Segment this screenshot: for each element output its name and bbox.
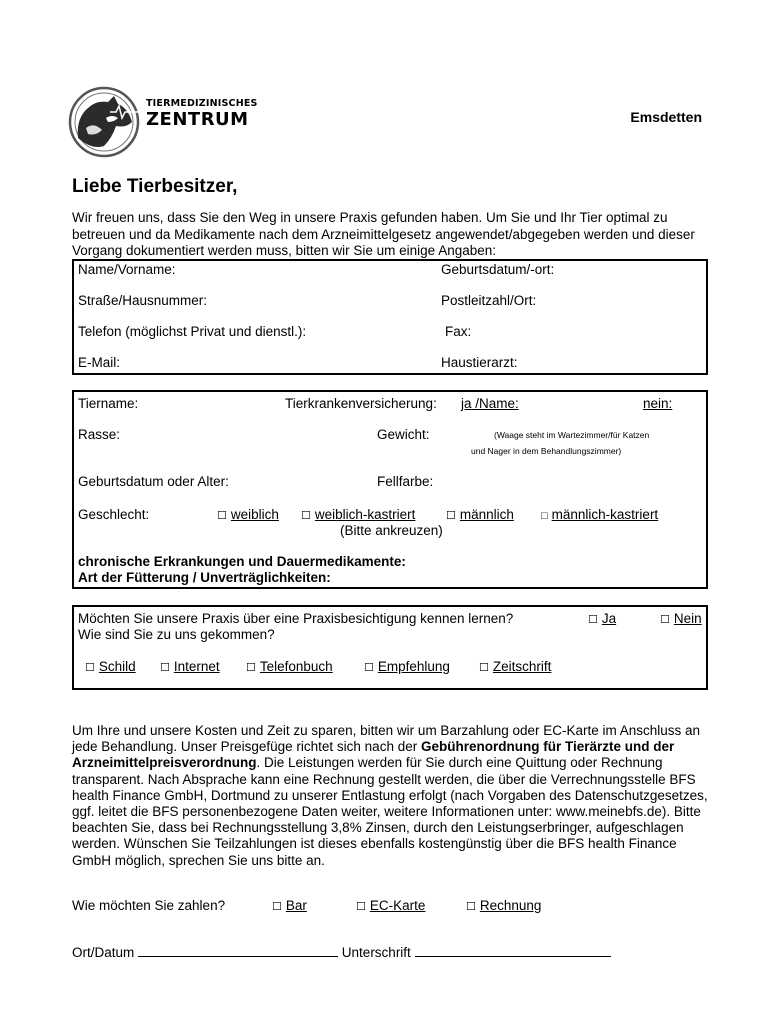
source-option-sign[interactable]: ☐ Schild [85, 659, 136, 674]
payment-option-cash[interactable]: ☐ Bar [272, 898, 307, 913]
fur-color-field[interactable]: Fellfarbe: [377, 474, 434, 489]
checkbox-icon[interactable]: ☐ [588, 614, 598, 626]
signature-field[interactable] [415, 944, 611, 957]
owner-info-box [72, 259, 708, 375]
sex-option-male-neutered[interactable]: □ männlich-kastriert [541, 507, 659, 522]
breed-field[interactable]: Rasse: [78, 427, 121, 442]
dog-cat-logo-icon [66, 78, 146, 168]
insurance-no-field[interactable]: nein: [643, 396, 673, 411]
greeting-heading: Liebe Tierbesitzer, [72, 176, 238, 197]
checkbox-icon[interactable]: ☐ [660, 614, 670, 626]
source-option-internet[interactable]: ☐ Internet [160, 659, 220, 674]
checkbox-icon[interactable]: ☐ [466, 901, 476, 913]
insurance-yes-field[interactable]: ja /Name: [461, 396, 519, 411]
owner-birth-field[interactable]: Geburtsdatum/-ort: [441, 262, 555, 277]
checkbox-icon[interactable]: ☐ [160, 662, 170, 674]
tour-no-option[interactable]: ☐ Nein [660, 611, 702, 626]
tour-question: Möchten Sie unsere Praxis über eine Praxisbesichtigung kennen lernen? [78, 611, 514, 626]
owner-fax-field[interactable]: Fax: [445, 324, 472, 339]
owner-name-field[interactable]: Name/Vorname: [78, 262, 176, 277]
owner-vet-field[interactable]: Haustierarzt: [441, 355, 518, 370]
sex-hint: (Bitte ankreuzen) [340, 523, 443, 538]
checkbox-icon[interactable]: ☐ [301, 510, 311, 522]
sex-option-male[interactable]: ☐ männlich [446, 507, 514, 522]
source-option-phonebook[interactable]: ☐ Telefonbuch [246, 659, 333, 674]
weight-note-line1: (Waage steht im Wartezimmer/für Katzen [494, 430, 650, 440]
survey-box [72, 605, 708, 690]
checkbox-icon[interactable]: ☐ [272, 901, 282, 913]
source-question: Wie sind Sie zu uns gekommen? [78, 627, 275, 642]
signature-label: Unterschrift [341, 945, 411, 960]
animal-birth-field[interactable]: Geburtsdatum oder Alter: [78, 474, 229, 489]
practice-logo [66, 78, 256, 168]
checkbox-icon[interactable]: ☐ [217, 510, 227, 522]
sex-option-female-neutered[interactable]: ☐ weiblich-kastriert [301, 507, 416, 522]
checkbox-icon[interactable]: □ [541, 510, 548, 522]
insurance-label: Tierkrankenversicherung: [285, 396, 437, 411]
owner-zip-field[interactable]: Postleitzahl/Ort: [441, 293, 537, 308]
signature-row [72, 944, 611, 960]
checkbox-icon[interactable]: ☐ [446, 510, 456, 522]
weight-field[interactable]: Gewicht: [377, 427, 430, 442]
sex-option-female[interactable]: ☐ weiblich [217, 507, 279, 522]
tour-yes-option[interactable]: ☐ Ja [588, 611, 617, 626]
checkbox-icon[interactable]: ☐ [85, 662, 95, 674]
place-date-field[interactable] [138, 944, 338, 957]
owner-street-field[interactable]: Straße/Hausnummer: [78, 293, 208, 308]
owner-email-field[interactable]: E-Mail: [78, 355, 121, 370]
checkbox-icon[interactable]: ☐ [479, 662, 489, 674]
payment-question: Wie möchten Sie zahlen? [72, 898, 226, 913]
sex-label: Geschlecht: [78, 507, 150, 522]
source-option-recommendation[interactable]: ☐ Empfehlung [364, 659, 450, 674]
animal-info-box [72, 390, 708, 589]
weight-note-line2: und Nager in dem Behandlungszimmer) [471, 446, 622, 456]
payment-option-ec-card[interactable]: ☐ EC-Karte [356, 898, 426, 913]
fee-schedule-bold: Gebührenordnung für Tierärzte und der Arzneimittelpreisverordnung [72, 739, 675, 771]
checkbox-icon[interactable]: ☐ [246, 662, 256, 674]
owner-phone-field[interactable]: Telefon (möglichst Privat und dienstl.): [78, 324, 307, 339]
logo-text-top: TIERMEDIZINISCHES [146, 98, 258, 109]
payment-option-invoice[interactable]: ☐ Rechnung [466, 898, 542, 913]
source-option-magazine[interactable]: ☐ Zeitschrift [479, 659, 552, 674]
place-date-label: Ort/Datum [72, 945, 135, 960]
city-name: Emsdetten [630, 109, 702, 125]
chronic-diseases-field[interactable]: chronische Erkrankungen und Dauermedikamente: [78, 554, 406, 569]
feeding-field[interactable]: Art der Fütterung / Unverträglichkeiten: [78, 570, 331, 585]
logo-text-main: ZENTRUM [146, 109, 249, 130]
animal-name-field[interactable]: Tiername: [78, 396, 139, 411]
checkbox-icon[interactable]: ☐ [364, 662, 374, 674]
intro-paragraph: Wir freuen uns, dass Sie den Weg in unsere Praxis gefunden haben. Um Sie und Ihr Tier optimal zu betreuen und da Medikamente nach dem Arzneimittelgesetz angewendet/abgegeben werden und dieser Vorgang dokumentiert werden muss, bitten wir Sie um einige Angaben: [72, 210, 695, 258]
payment-info-paragraph: Um Ihre und unsere Kosten und Zeit zu sparen, bitten wir um Barzahlung oder EC-Karte im Anschluss an jede Behandlung. Unser Preisgefüge richtet sich nach der Gebührenordnung für Tierärzte und der Arzneimittelpreisverordnung. Die Leistungen werden für Sie durch eine Quittung oder Rechnung transparent. Nach Absprache kann eine Rechnung gestellt werden, die über die Verrechnungsstelle BFS health Finance GmbH, Dortmund zu unserer Entlastung erfolgt (nach Vorgaben des Datenschutzgesetzes, ggf. leitet die BFS personenbezogene Daten weiter, weitere Informationen unter: www.meinebfs.de). Bitte beachten Sie, dass bei Rechnungsstellung 3,8% Zinsen, durch den Leistungserbringer, aufgeschlagen werden. Wünschen Sie Teilzahlungen ist dieses ebenfalls kostengünstig über die BFS health Finance GmbH möglich, sprechen Sie uns bitte an. [72, 723, 708, 868]
checkbox-icon[interactable]: ☐ [356, 901, 366, 913]
